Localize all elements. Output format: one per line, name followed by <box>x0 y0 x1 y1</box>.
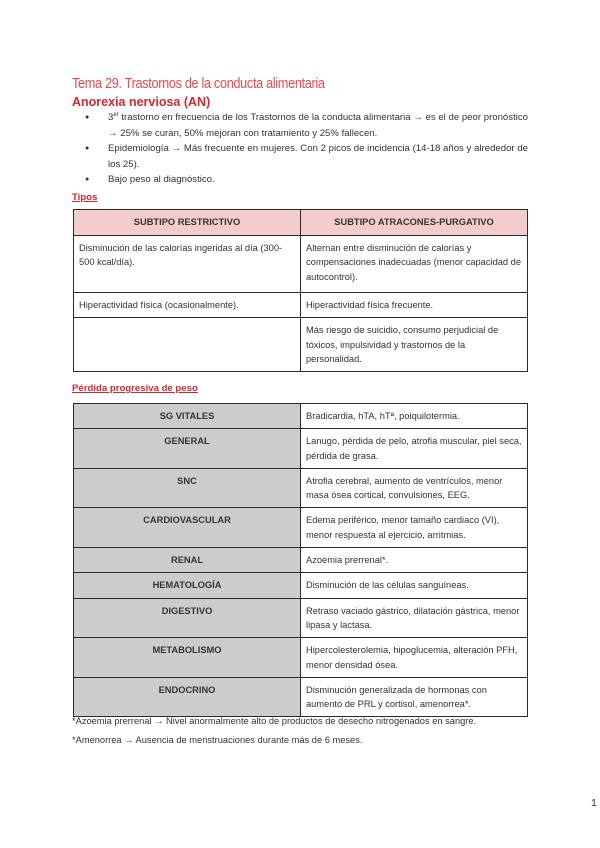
table-row <box>74 677 528 717</box>
bullet-list <box>72 110 528 188</box>
finding-cell: Bradicardia, hTA, hTª, poiquilotermia. <box>301 404 528 429</box>
footnote: *Azoemia prerrenal → Nivel anormalmente alto de productos de desecho nitrogenados en sangre. <box>72 716 477 726</box>
table-row <box>74 318 528 372</box>
table-row <box>74 508 528 548</box>
finding-cell: Disminución de las células sanguíneas. <box>301 573 528 598</box>
table-cell: Hiperactividad física (ocasionalmente). <box>74 293 301 318</box>
table-row <box>74 573 528 598</box>
table-cell: Más riesgo de suicidio, consumo perjudicial de tóxicos, impulsividad y trastornos de la personalidad. <box>301 318 528 372</box>
tipos-table <box>73 209 528 372</box>
finding-cell: Disminución generalizada de hormonas con aumento de PRL y cortisol, amenorrea*. <box>301 677 528 717</box>
page-title: Tema 29. Trastornos de la conducta alimentaria <box>72 76 325 92</box>
table-cell: Hiperactividad física frecuente. <box>301 293 528 318</box>
system-cell: RENAL <box>74 548 301 573</box>
system-cell: SNC <box>74 468 301 508</box>
table-cell: Disminución de las calorías ingeridas al día (300-500 kcal/día). <box>74 236 301 293</box>
header-cell: SUBTIPO RESTRICTIVO <box>74 210 301 236</box>
table-cell: Alternan entre disminución de calorías y compensaciones inadecuadas (menor capacidad de autocontrol). <box>301 236 528 293</box>
table-row <box>74 429 528 469</box>
bullet-item: ● Epidemiología → Más frecuente en mujeres. Con 2 picos de incidencia (14-18 años y alrededor de los 25). <box>72 141 528 172</box>
tipos-heading: Tipos <box>72 192 98 203</box>
system-cell: HEMATOLOGÍA <box>74 573 301 598</box>
finding-cell: Atrofia cerebral, aumento de ventrículos, menor masa ósea cortical, convulsiones, EEG. <box>301 468 528 508</box>
system-cell: GENERAL <box>74 429 301 469</box>
footnotes <box>72 712 476 750</box>
finding-cell: Retraso vaciado gástrico, dilatación gástrica, menor lipasa y lactasa. <box>301 598 528 638</box>
bullet-item: ● 3er trastorno en frecuencia de los Trastornos de la conducta alimentaria → es el de peor pronóstico → 25% se curan, 50% mejoran con tratamiento y 25% fallecen. <box>72 110 528 141</box>
section-heading: Anorexia nerviosa (AN) <box>72 95 211 109</box>
system-cell: SG VITALES <box>74 404 301 429</box>
table-cell <box>74 318 301 372</box>
table-row <box>74 468 528 508</box>
finding-cell: Azoemia prerrenal*. <box>301 548 528 573</box>
header-cell: SUBTIPO ATRACONES-PURGATIVO <box>301 210 528 236</box>
table-header-row <box>74 210 528 236</box>
bullet-item: ● Bajo peso al diagnóstico. <box>72 172 528 188</box>
table-row <box>74 638 528 678</box>
finding-cell: Lanugo, pérdida de pelo, atrofia muscular, piel seca, pérdida de grasa. <box>301 429 528 469</box>
perdida-table <box>73 403 528 717</box>
perdida-heading: Pérdida progresiva de peso <box>72 383 198 394</box>
system-cell: ENDOCRINO <box>74 677 301 717</box>
footnote: *Amenorrea → Ausencia de menstruaciones durante más de 6 meses. <box>72 735 363 745</box>
table-row <box>74 236 528 293</box>
finding-cell: Edema periférico, menor tamaño cardiaco (VI), menor respuesta al ejercicio, arritmias. <box>301 508 528 548</box>
system-cell: CARDIOVASCULAR <box>74 508 301 548</box>
system-cell: METABOLISMO <box>74 638 301 678</box>
table-row <box>74 293 528 318</box>
finding-cell: Hipercolesterolemia, hipoglucemia, alteración PFH, menor densidad ósea. <box>301 638 528 678</box>
table-row <box>74 548 528 573</box>
page-number: 1 <box>591 797 597 809</box>
table-row <box>74 404 528 429</box>
system-cell: DIGESTIVO <box>74 598 301 638</box>
table-row <box>74 598 528 638</box>
